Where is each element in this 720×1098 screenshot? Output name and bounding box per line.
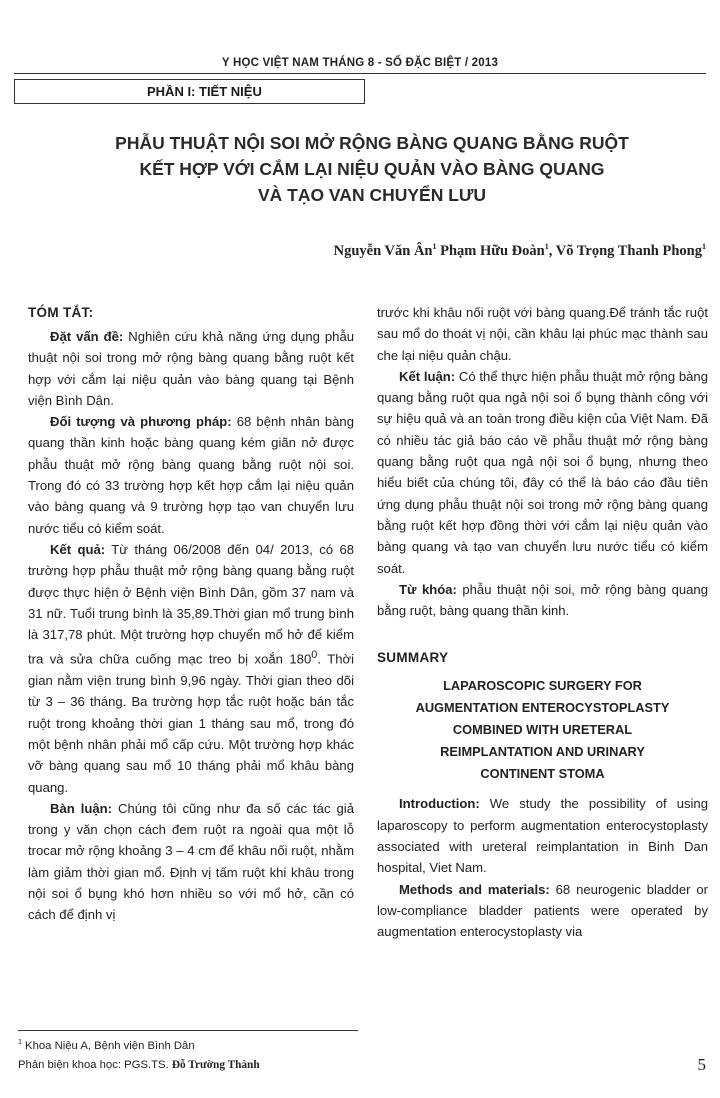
conclusion-text: Có thể thực hiện phẫu thuật mở rộng bàng quang bằng ruột qua ngả nội soi ổ bụng thành công với sự hiệu quả và an toàn trong điều kiện của Việt Nam. Đã có nhiều tác giả báo cáo về phẫu thuật mở rộng bàng quang bằng ruột qua ngả nội soi ổ bụng, nhưng theo hiểu biết của chúng tôi, đây có thể là báo cáo đầu tiên ứng dụng phẫu thuật nội soi trong mở rộng bàng quang bằng ruột kết hợp đồng thời với cắm lại niệu quản vào bàng quang và tạo van chuyển lưu nước tiểu có kiểm soát.	[377, 368, 708, 576]
header-rule	[14, 73, 706, 74]
right-column	[377, 302, 708, 943]
methods-label: Đối tượng và phương pháp:	[50, 414, 232, 430]
methods-en-text: 68 neurogenic bladder or low-compliance bladder patients were operated by augmentation enterocystoplasty via	[377, 881, 708, 940]
conclusion-paragraph	[377, 366, 708, 579]
footnote-rule	[18, 1030, 358, 1031]
section-box	[14, 79, 365, 104]
left-column	[28, 302, 354, 926]
introduction-text: We study the possibility of using laparoscopy to perform augmentation enterocystoplasty associated with ureteral reimplantation in Binh Dan hospital, Viet Nam.	[377, 796, 708, 876]
reviewer-name: Đỗ Trường Thành	[171, 1058, 260, 1071]
author-name: Võ Trọng Thanh Phong	[555, 242, 702, 259]
background-paragraph	[28, 326, 354, 411]
page-number: 5	[697, 1055, 706, 1074]
abstract-heading: TÓM TẮT:	[28, 305, 94, 320]
author-name: Phạm Hữu Đoàn	[440, 242, 545, 259]
degree-mark: 0	[311, 649, 318, 662]
english-title-line: COMBINED WITH URETERAL	[452, 722, 633, 738]
english-title-line: LAPAROSCOPIC SURGERY FOR	[443, 678, 642, 694]
conclusion-label: Kết luận:	[399, 368, 456, 384]
reviewer-label: Phản biện khoa học: PGS.TS.	[18, 1058, 172, 1071]
footnotes	[18, 1033, 260, 1075]
summary-heading: SUMMARY	[377, 650, 449, 666]
affiliation-footnote	[18, 1033, 260, 1056]
keywords-text: phẫu thuật nội soi, mở rộng bàng quang bằng ruột, bàng quang thần kinh.	[377, 581, 708, 619]
results-paragraph	[28, 539, 354, 798]
author-name: Nguyễn Văn Ân	[333, 242, 433, 259]
english-title-line: CONTINENT STOMA	[480, 766, 605, 782]
journal-header: Y HỌC VIỆT NAM THÁNG 8 - SỐ ĐẶC BIỆT / 2013	[221, 57, 499, 69]
keywords-label: Từ khóa:	[399, 581, 457, 597]
discussion-label: Bàn luận:	[50, 800, 113, 816]
discussion-text: Chúng tôi cũng như đa số các tác giả trong y văn chọn cách đem ruột ra ngoài qua một lỗ trocar mở rộng khoảng 3 – 4 cm để khâu nối ruột, nhằm làm giảm thời gian mổ. Định vị tấm ruột khi khâu trong nội soi ổ bụng khó hơn nhiều so với mổ hở, cần có cách để định vị	[28, 800, 354, 923]
introduction-paragraph	[377, 793, 708, 878]
results-text-cont: . Thời gian nằm viện trung bình 9,96 ngày. Thời gian theo dõi từ 3 – 36 tháng. Ba trường hợp tắc ruột hoặc bán tắc ruột trong khoảng thời gian 1 tháng sau mổ, trong đó một bệnh nhân phải mổ cấp cứu. Một trường hợp khác vỡ bàng quang sau mổ 10 tháng phải mổ khâu bàng quang.	[28, 651, 354, 795]
author-affiliation-mark: 1	[432, 242, 437, 251]
methods-text: 68 bệnh nhân bàng quang thần kinh hoặc bàng quang kém giãn nở được phẫu thuật mở rộng bàng quang bằng ruột nội soi. Trong đó có 33 trường hợp kết hợp cắm lại niệu quản vào bàng quang và 9 trường hợp tạo van chuyển lưu nước tiểu có kiểm soát.	[28, 414, 354, 536]
english-title-line: AUGMENTATION ENTEROCYSTOPLASTY	[415, 700, 670, 716]
affiliation-text: Khoa Niệu A, Bệnh viện Bình Dân	[21, 1039, 195, 1052]
methods-en-label: Methods and materials:	[399, 881, 550, 897]
affiliation-mark: 1	[18, 1039, 22, 1046]
reviewer-footnote	[18, 1056, 260, 1075]
keywords-paragraph	[377, 579, 708, 622]
english-title-line: REIMPLANTATION AND URINARY	[440, 744, 645, 760]
discussion-continued: trước khi khâu nối ruột với bàng quang.Để tránh tắc ruột sau mổ do thoát vị nội, cần khâu lại phúc mạc thành sau che lại niệu quản chậu.	[377, 305, 708, 363]
english-title	[377, 675, 708, 785]
introduction-label: Introduction:	[399, 796, 480, 812]
methods-en-paragraph	[377, 879, 708, 943]
methods-paragraph	[28, 411, 354, 539]
results-label: Kết quả:	[50, 541, 106, 557]
author-affiliation-mark: 1	[544, 242, 549, 251]
article-title	[60, 130, 684, 208]
title-line: VÀ TẠO VAN CHUYỂN LƯU	[257, 185, 487, 205]
results-text: Từ tháng 06/2008 đến 04/ 2013, có 68 trường hợp phẫu thuật mở rộng bàng quang bằng ruột được thực hiện ở Bệnh viện Bình Dân, gồm 37 nam và 31 nữ. Tuổi trung bình là 35,89.Thời gian mổ trung bình là 317,78 phút. Một trường hợp chuyển mổ hở để kiểm tra và sửa chữa cuống mạc treo bị xoắn 180	[28, 541, 355, 667]
author-affiliation-mark: 1	[702, 242, 706, 251]
title-line: KẾT HỢP VỚI CẮM LẠI NIỆU QUẢN VÀO BÀNG QUANG	[139, 159, 605, 179]
author-list: Nguyễn Văn $Ân^1$ Phạm Hữu Đoàn$^1$, Võ Trọng Thanh Phong$^1$	[333, 242, 706, 259]
background-text: Nghiên cứu khả năng ứng dụng phẫu thuật nội soi trong mở rộng bàng quang bằng ruột kết hợp với cắm lại niệu quản vào bàng quang tại Bệnh viện Bình Dân.	[28, 329, 355, 408]
discussion-paragraph	[28, 798, 354, 926]
section-label: PHẦN I: TIẾT NIỆU	[147, 84, 262, 99]
title-line: PHẪU THUẬT NỘI SOI MỞ RỘNG BÀNG QUANG BẰNG RUỘT	[115, 133, 629, 153]
background-label: Đặt vấn đề:	[50, 329, 124, 344]
